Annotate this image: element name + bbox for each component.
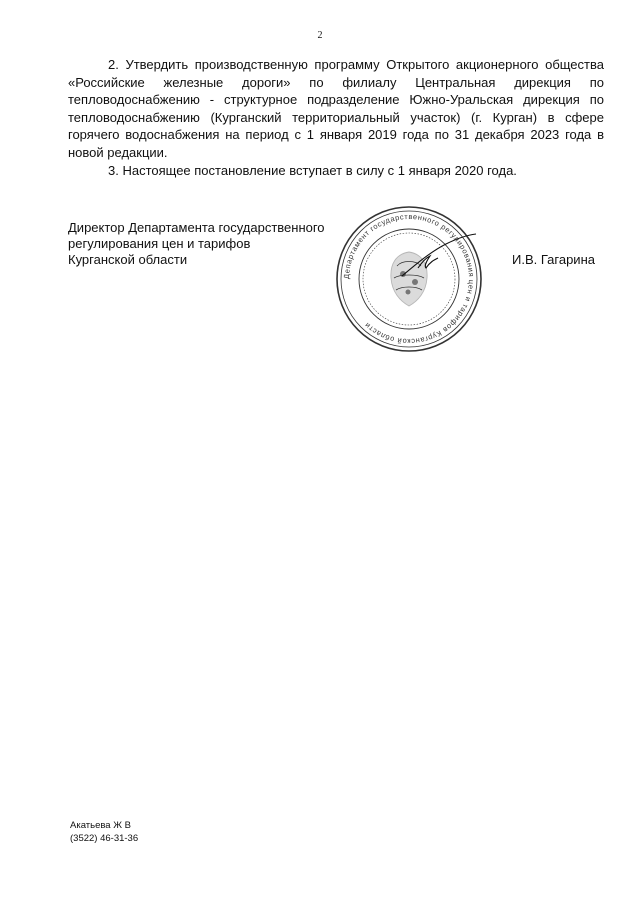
executor-phone: (3522) 46-31-36 xyxy=(70,833,139,844)
position-line-2: регулирования цен и тарифов xyxy=(68,236,251,251)
position-line-1: Директор Департамента государственного xyxy=(68,220,325,235)
decree-body xyxy=(68,56,604,179)
decree-item-2: 2. Утвердить производственную программу Открытого акционерного общества «Российские железные дороги» по филиалу Центральная дирекция по тепловодоснабжению - структурное подразделение Южно-Уральская дирекция по тепловодоснабжению (Курганский территориальный участок) (г. Курган) в сфере горячего водоснабжения на период с 1 января 2019 года по 31 декабря 2023 года в новой редакции. xyxy=(68,57,604,160)
executor-name: Акатьева Ж В xyxy=(70,820,131,831)
signatory-position xyxy=(68,220,368,268)
signatory-name: И.В. Гагарина xyxy=(512,252,595,267)
executor-info xyxy=(70,819,138,845)
decree-item-3: 3. Настоящее постановление вступает в силу с 1 января 2020 года. xyxy=(108,162,517,178)
stamp-text: Департамент государственного регулирования цен и тарифов Курганской области xyxy=(341,211,477,347)
position-line-3: Курганской области xyxy=(68,252,188,267)
page-number: 2 xyxy=(317,30,323,41)
official-seal-stamp xyxy=(334,204,484,354)
